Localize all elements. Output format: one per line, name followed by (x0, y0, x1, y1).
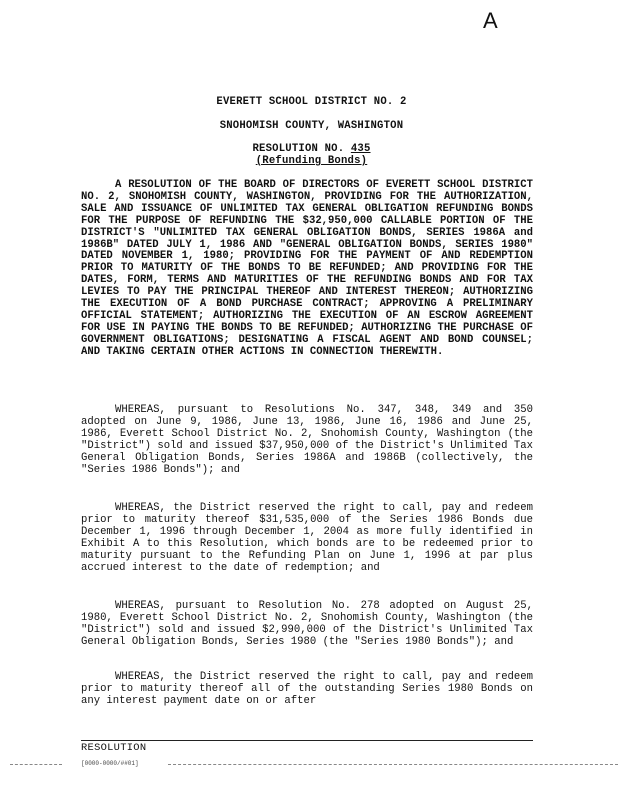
whereas-paragraph (81, 503, 533, 574)
whereas-paragraph (81, 601, 533, 649)
county-heading: SNOHOMISH COUNTY, WASHINGTON (219, 120, 404, 132)
whereas-paragraph (81, 405, 533, 476)
handwritten-corner-mark: A (483, 8, 498, 33)
whereas-paragraph-text: WHEREAS, the District reserved the right to call, pay and redeem prior to maturity thereof $31,535,000 of the Series 1986 Bonds due December 1, 1996 through December 1, 2004 as more fully identified in Exhibit A to this Resolution, which bonds are to be redeemed prior to maturity pursuant to the Refunding Plan on June 1, 1996 at par plus accrued interest to the date of redemption; and (81, 502, 533, 574)
resolution-number-line (0, 143, 623, 155)
whereas-paragraph-text: WHEREAS, the District reserved the right to call, pay and redeem prior to maturity thereof all of the outstanding Series 1980 Bonds on any interest payment date on or after (81, 671, 533, 707)
whereas-paragraph (81, 672, 533, 708)
title-paragraph (81, 180, 533, 359)
scan-artifact-line (168, 764, 618, 765)
footer-label: RESOLUTION (81, 742, 147, 754)
footer-document-code: [0000-0000/##01] (81, 760, 139, 767)
resolution-number: 435 (350, 143, 371, 155)
scan-artifact-line (10, 764, 62, 765)
whereas-paragraph-text: WHEREAS, pursuant to Resolution No. 278 adopted on August 25, 1980, Everett School District No. 2, Snohomish County, Washington (the "District") sold and issued $2,990,000 of the District's Unlimited Tax General Obligation Bonds, Series 1980 (the "Series 1980 Bonds"); and (81, 600, 533, 648)
title-paragraph-text: A RESOLUTION OF THE BOARD OF DIRECTORS OF EVERETT SCHOOL DISTRICT NO. 2, SNOHOMISH COUNTY, WASHINGTON, PROVIDING FOR THE AUTHORIZATION, SALE AND ISSUANCE OF UNLIMITED TAX GENERAL OBLIGATION REFUNDING BONDS FOR THE PURPOSE OF REFUNDING THE $32,950,000 CALLABLE PORTION OF THE DISTRICT'S "UNLIMITED TAX GENERAL OBLIGATION BONDS, SERIES 1986A and 1986B" DATED JULY 1, 1986 AND "GENERAL OBLIGATION BONDS, SERIES 1980" DATED NOVEMBER 1, 1980; PROVIDING FOR THE PAYMENT OF AND REDEMPTION PRIOR TO MATURITY OF THE BONDS TO BE REFUNDED; AND PROVIDING FOR THE DATES, FORM, TERMS AND MATURITIES OF THE REFUNDING BONDS AND FOR TAX LEVIES TO PAY THE PRINCIPAL THEREOF AND INTEREST THEREON; AUTHORIZING THE EXECUTION OF A BOND PURCHASE CONTRACT; APPROVING A PRELIMINARY OFFICIAL STATEMENT; AUTHORIZING THE EXECUTION OF AN ESCROW AGREEMENT FOR USE IN PAYING THE BONDS TO BE REFUNDED; AUTHORIZING THE PURCHASE OF GOVERNMENT OBLIGATIONS; DESIGNATING A FISCAL AGENT AND BOND COUNSEL; AND TAKING CERTAIN OTHER ACTIONS IN CONNECTION THEREWITH. (81, 179, 533, 358)
whereas-paragraph-text: WHEREAS, pursuant to Resolutions No. 347, 348, 349 and 350 adopted on June 9, 1986, June 13, 1986, June 16, 1986 and June 25, 1986, Everett School District No. 2, Snohomish County, Washington (the "District") sold and issued $37,950,000 of the District's Unlimited Tax General Obligation Bonds, Series 1986A and 1986B (collectively, the "Series 1986 Bonds"); and (81, 404, 533, 476)
district-name-heading: EVERETT SCHOOL DISTRICT NO. 2 (216, 96, 407, 108)
footer-divider (81, 740, 533, 741)
resolution-subtitle: (Refunding Bonds) (255, 155, 368, 167)
resolution-prefix: RESOLUTION NO. (252, 143, 351, 155)
